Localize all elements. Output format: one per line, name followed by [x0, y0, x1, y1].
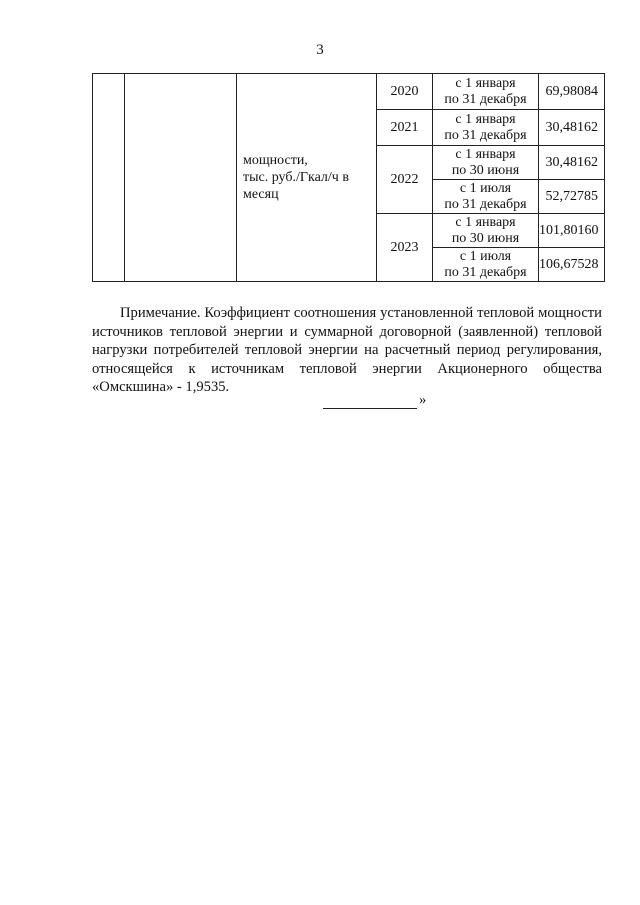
blank-cell: [125, 74, 237, 282]
value-cell: 101,80160: [539, 214, 605, 248]
period-cell: [433, 214, 539, 248]
closing-line: [323, 392, 426, 409]
value-cell: 106,67528: [539, 248, 605, 282]
period-to: по 31 декабря: [444, 264, 527, 280]
indicator-description-cell: [237, 74, 377, 282]
page-number: 3: [316, 42, 324, 58]
closing-rule: [323, 396, 417, 409]
value-cell: 52,72785: [539, 180, 605, 214]
value-cell: 30,48162: [539, 146, 605, 180]
period-cell: [433, 110, 539, 146]
year-cell: 2021: [377, 110, 433, 146]
table-row: [93, 74, 605, 110]
period-from: с 1 января: [455, 146, 516, 162]
period-from: с 1 июля: [459, 248, 512, 264]
period-to: по 31 декабря: [444, 127, 527, 143]
period-from: с 1 января: [455, 75, 516, 91]
description-line: тыс. руб./Гкал/ч в: [243, 170, 349, 185]
value-cell: 30,48162: [539, 110, 605, 146]
year-cell: 2022: [377, 146, 433, 214]
year-cell: 2020: [377, 74, 433, 110]
period-cell: [433, 74, 539, 110]
value-cell: 69,98084: [539, 74, 605, 110]
description-line: мощности,: [243, 153, 308, 168]
period-to: по 30 июня: [451, 230, 520, 246]
period-to: по 30 июня: [451, 162, 520, 178]
period-cell: [433, 248, 539, 282]
blank-cell: [93, 74, 125, 282]
period-from: с 1 января: [455, 111, 516, 127]
period-to: по 31 декабря: [444, 196, 527, 212]
note-text: Примечание. Коэффициент соотношения установленной тепловой мощности источников тепловой энергии и суммарной договорной (заявленной) тепловой нагрузки потребителей тепловой энергии на расчетный период регулирования, относящейся к источникам тепловой энергии Акционерного общества «Омскшина» - 1,9535.: [92, 305, 602, 395]
period-from: с 1 января: [455, 214, 516, 230]
period-cell: [433, 180, 539, 214]
note-paragraph: [92, 304, 602, 397]
closing-quote: »: [419, 392, 427, 408]
description-line: месяц: [243, 187, 279, 202]
period-from: с 1 июля: [459, 180, 512, 196]
period-cell: [433, 146, 539, 180]
tariff-table: [92, 73, 605, 282]
period-to: по 31 декабря: [444, 91, 527, 107]
year-cell: 2023: [377, 214, 433, 282]
